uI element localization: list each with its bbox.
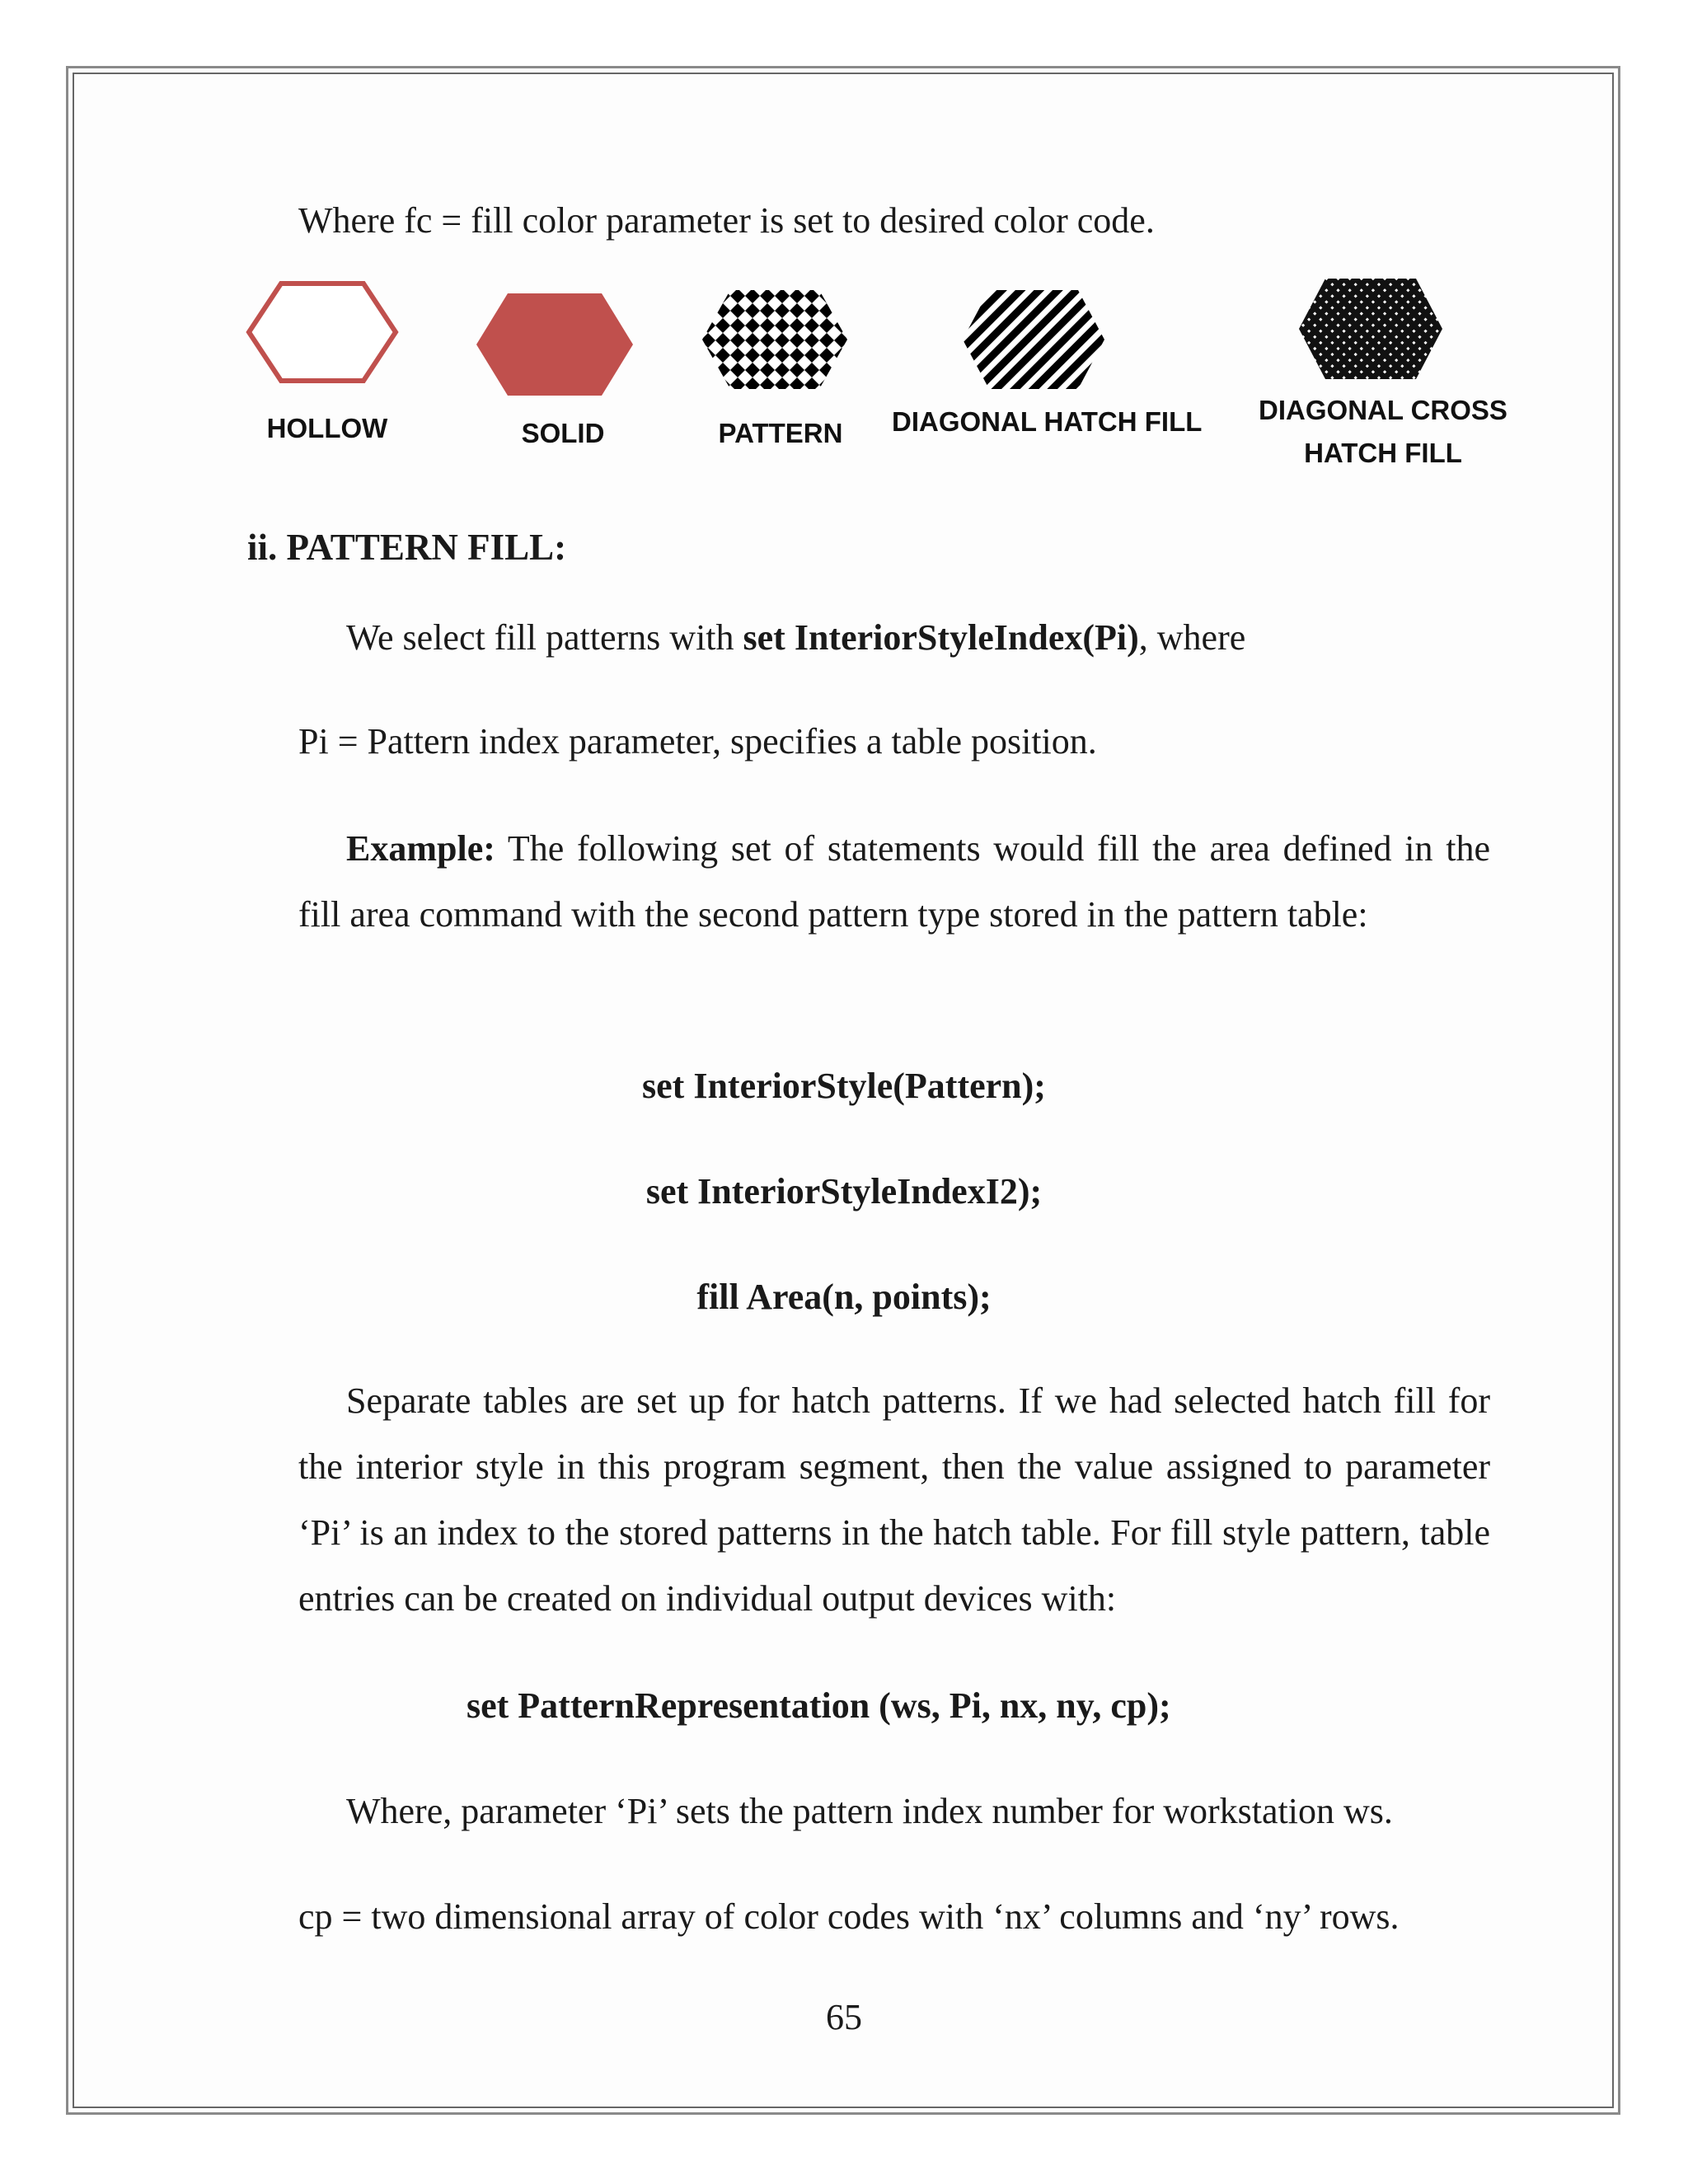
code-pattern-representation: set PatternRepresentation (ws, Pi, nx, ny, cp); bbox=[467, 1685, 1171, 1726]
solid-label: SOLID bbox=[521, 418, 605, 448]
cross-hatch-hexagon-icon bbox=[1297, 277, 1444, 381]
section-heading: ii. PATTERN FILL: bbox=[247, 527, 567, 568]
para1-text-before: We select fill patterns with bbox=[346, 617, 743, 658]
para1-function-name: set InteriorStyleIndex(Pi) bbox=[743, 617, 1139, 658]
solid-hexagon-icon bbox=[475, 292, 635, 397]
pattern-label: PATTERN bbox=[718, 418, 843, 448]
page-number: 65 bbox=[826, 1997, 862, 2037]
example-text: The following set of statements would fill the area defined in the fill area command with the second pattern type stored in the pattern table: bbox=[298, 828, 1490, 935]
cross-hatch-label-line1: DIAGONAL CROSS bbox=[1259, 395, 1507, 425]
paragraph-interior-style-index bbox=[346, 605, 1245, 671]
code-line-2: set InteriorStyleIndexI2); bbox=[645, 1171, 1043, 1212]
paragraph-pi-workstation: Where, parameter ‘Pi’ sets the pattern index number for workstation ws. bbox=[346, 1791, 1393, 1831]
paragraph-pi-definition: Pi = Pattern index parameter, specifies a table position. bbox=[298, 721, 1097, 762]
para1-text-after: , where bbox=[1138, 617, 1246, 658]
paragraph-hatch-tables: Separate tables are set up for hatch patterns. If we had selected hatch fill for the interior style in this program segment, then the value assigned to parameter ‘Pi’ is an index to the stored patterns in the hatch table. For fill style pattern, table entries can be created on individual output devices with: bbox=[298, 1380, 1490, 1619]
example-label: Example: bbox=[346, 828, 495, 869]
paragraph-example bbox=[298, 816, 1490, 948]
hollow-label: HOLLOW bbox=[266, 413, 388, 443]
code-line-3: fill Area(n, points); bbox=[696, 1277, 992, 1317]
pattern-hexagon-icon bbox=[701, 288, 849, 391]
paragraph-cp-definition: cp = two dimensional array of color codes with ‘nx’ columns and ‘ny’ rows. bbox=[298, 1896, 1400, 1937]
cross-hatch-label-line2: HATCH FILL bbox=[1304, 438, 1462, 468]
hollow-hexagon-icon bbox=[244, 279, 401, 386]
diagonal-hatch-label: DIAGONAL HATCH FILL bbox=[892, 406, 1203, 437]
code-line-1: set InteriorStyle(Pattern); bbox=[642, 1066, 1046, 1106]
intro-text: Where fc = fill color parameter is set to desired color code. bbox=[298, 200, 1155, 241]
diagonal-hatch-hexagon-icon bbox=[961, 288, 1106, 391]
